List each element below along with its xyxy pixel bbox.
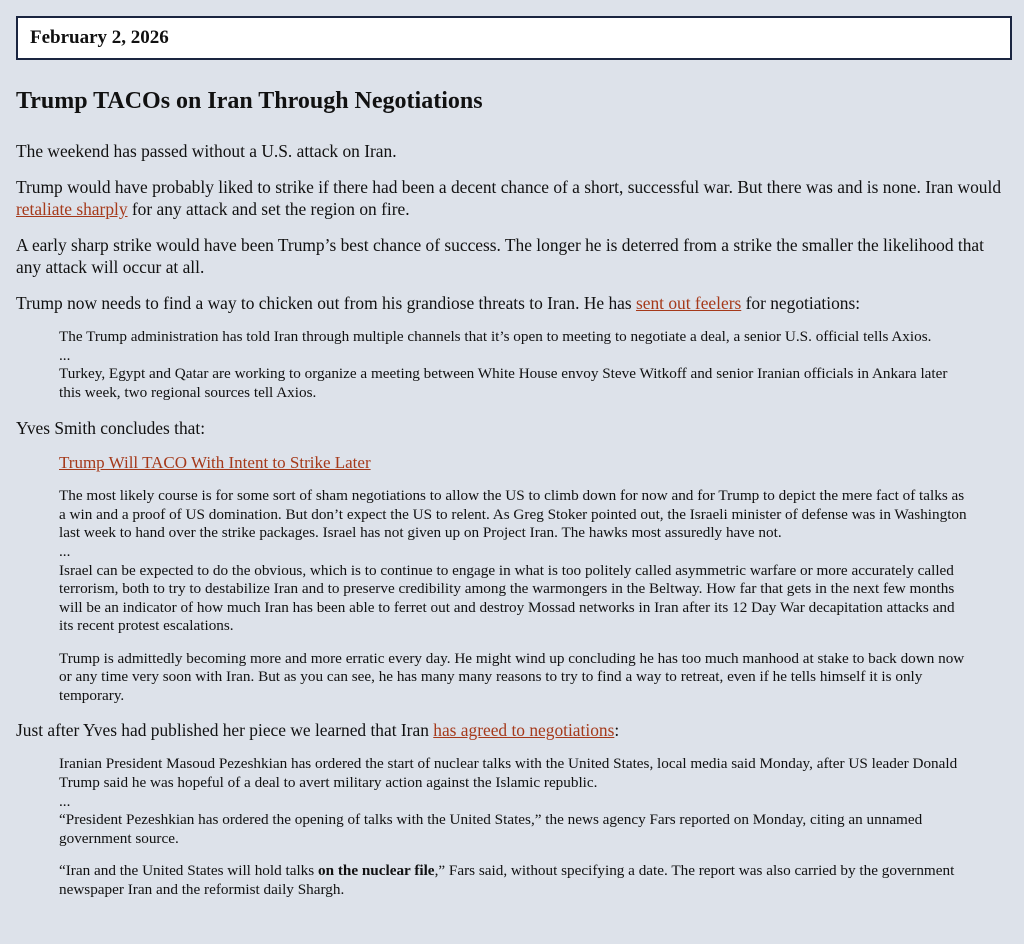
quote-text: Israel can be expected to do the obvious, which is to continue to engage in what is too politely called asymmetric warfare or more accurately called terrorism, both to try to destabilize Iran and to preserve credibility among the warmongers in the Beltway. How far that gets in the next few months will be an indicator of how much Iran has been able to ferret out and destroy Mossad networks in Iran after its 12 Day War decapitation attacks and its recent protest escalations.: [59, 561, 955, 635]
quote-axios: [59, 328, 969, 402]
quote-text: [59, 862, 969, 899]
link-has-agreed-to-negotiations[interactable]: has agreed to negotiations: [433, 720, 615, 741]
link-trump-will-taco[interactable]: Trump Will TACO With Intent to Strike Later: [59, 452, 371, 472]
text: :: [614, 720, 620, 741]
quote-news: [59, 755, 969, 899]
ref-link-row: [59, 453, 969, 474]
post-title: Trump TACOs on Iran Through Negotiations: [16, 88, 483, 114]
paragraph-2: [16, 176, 1012, 220]
text: for negotiations:: [741, 293, 861, 314]
quote-text: Trump is admittedly becoming more and more erratic every day. He might wind up concluding he has too much manhood at stake to back down now or any time very soon with Iran. But as you can see, he has many many reasons to try to find a way to retreat, even if he tells himself it is only temporary.: [59, 649, 965, 704]
text: Trump would have probably liked to strike if there had been a decent chance of a short, successful war. But there was and is none. Iran would: [16, 176, 1002, 197]
text: “Iran and the United States will hold talks: [59, 862, 318, 880]
ellipsis: ...: [59, 346, 71, 364]
text: for any attack and set the region on fire.: [127, 198, 410, 219]
text: Just after Yves had published her piece we learned that Iran: [16, 720, 434, 741]
date-header: [16, 16, 1012, 60]
quote-text: Iranian President Masoud Pezeshkian has ordered the start of nuclear talks with the United States, local media said Monday, after US leader Donald Trump said he was hopeful of a deal to avert military action against the Islamic republic.: [59, 755, 958, 792]
text: Trump now needs to find a way to chicken out from his grandiose threats to Iran. He has: [16, 293, 636, 314]
quote-text: The most likely course is for some sort of sham negotiations to allow the US to climb down for now and for Trump to depict the mere fact of talks as a win and a proof of US domination. But don’t expect the US to relent. As Greg Stoker pointed out, the Israeli minister of defense was in Washington last week to hand over the strike packages. Israel has not given up on Project Iran. The hawks most assuredly have not.: [59, 487, 967, 542]
paragraph-3: A early sharp strike would have been Trump’s best chance of success. The longer he is deterred from a strike the smaller the likelihood that any attack will occur at all.: [16, 235, 984, 278]
link-retaliate-sharply[interactable]: retaliate sharply: [16, 198, 128, 219]
ellipsis: ...: [59, 543, 71, 561]
quote-text: Turkey, Egypt and Qatar are working to organize a meeting between White House envoy Steve Witkoff and senior Iranian officials in Ankara later this week, two regional sources tell Axios.: [59, 365, 948, 401]
paragraph-6: [16, 719, 1012, 741]
quote-text: The Trump administration has told Iran through multiple channels that it’s open to meeting to negotiate a deal, a senior U.S. official tells Axios.: [59, 328, 932, 346]
ellipsis: ...: [59, 792, 71, 810]
bold-text: on the nuclear file: [317, 862, 435, 880]
paragraph-4: [16, 292, 1012, 314]
link-sent-out-feelers[interactable]: sent out feelers: [635, 293, 742, 314]
quote-text: “President Pezeshkian has ordered the opening of talks with the United States,” the news agency Fars reported on Monday, citing an unnamed government source.: [59, 811, 923, 847]
paragraph-5: Yves Smith concludes that:: [16, 417, 206, 438]
quote-yves-smith: [59, 453, 969, 706]
text: ,” Fars said, without specifying a date. The report was also carried by the government newspaper Iran and the reformist daily Shargh.: [59, 862, 955, 898]
paragraph-1: The weekend has passed without a U.S. attack on Iran.: [16, 140, 397, 161]
post-date: February 2, 2026: [30, 27, 169, 48]
